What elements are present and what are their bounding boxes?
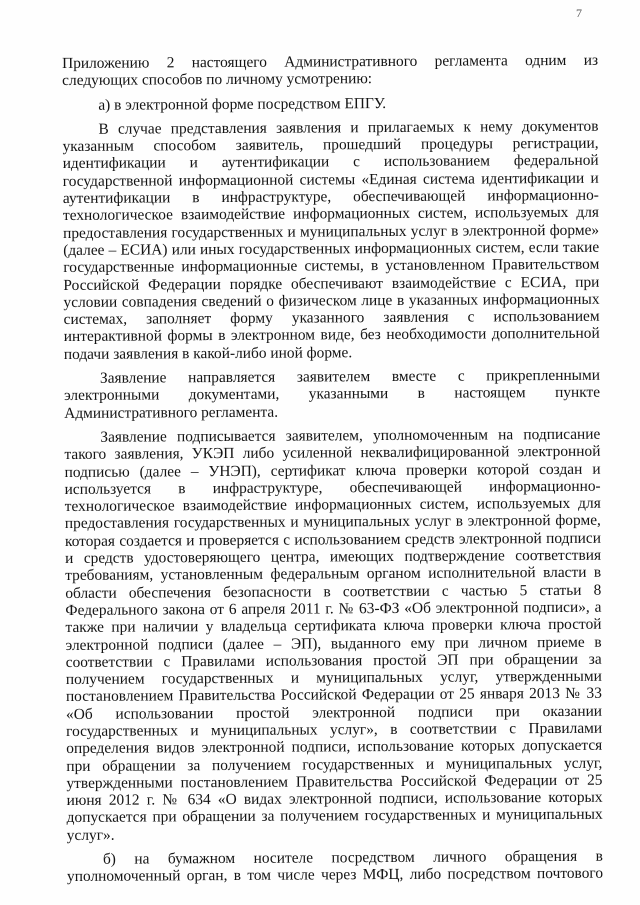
text-line: определения видов электронной подписи, использование которых допускается [66, 736, 603, 758]
text-line: уполномоченный орган, в том числе через МФЦ, либо посредством почтового [66, 865, 604, 886]
text-line: и средств удостоверяющего центра, имеющих подтверждение соответствия [65, 546, 602, 568]
text-line: следующих способов по личному усмотрению: [62, 70, 373, 90]
text-line: при обращении за получением государственных и муниципальных услуг, [66, 754, 603, 775]
text-line: государственные информационные системы, в установленном Правительством [63, 255, 600, 277]
paragraph [64, 426, 603, 844]
text-line: Российской Федерации порядке обеспечивают взаимодействие с ЕСИА, при [63, 273, 600, 294]
text-line: электронной подписи (далее – ЭП), выданного ему при личном приеме в [65, 633, 602, 654]
text-line: Заявление подписывается заявителем, уполномоченным на подписание [100, 425, 601, 446]
text-line: получением государственных и муниципальных услуг, утвержденными [65, 667, 602, 689]
text-line: утвержденными постановлением Правительства Российской Федерации от 25 [66, 771, 603, 792]
text-line: В случае представления заявления и прилагаемых к нему документов [98, 117, 599, 138]
text-line: электронными документами, указанными в настоящем пункте [64, 384, 601, 405]
paragraph [67, 848, 603, 886]
text-line: аутентификации в инфраструктуре, обеспечивающей информационно- [62, 186, 599, 208]
text-line: требованиям, установленным федеральным органом исполнительной власти в [65, 564, 602, 585]
text-line: допускается при обращении за получением государственных и муниципальных [66, 806, 603, 827]
paragraph [64, 367, 600, 422]
paragraph [62, 52, 598, 90]
text-line: предоставления государственных и муниципальных услуг в электронной форме, [64, 512, 601, 533]
text-line: интерактивной формы в электронном виде, без необходимости дополнительной [63, 325, 600, 346]
text-line: Административного регламента. [64, 403, 279, 422]
text-line: постановлением Правительства Российской Федерации от 25 января 2013 № 33 [65, 685, 602, 706]
paragraph [62, 118, 599, 363]
text-line: подписью (далее – УНЭП), сертификат ключа проверки которой создан и [64, 460, 601, 481]
text-line: такого заявления, УКЭП либо усиленной неквалифицированной электронной [64, 442, 601, 464]
text-line: Приложению 2 настоящего Административного регламента одним из [62, 51, 599, 72]
text-line: подачи заявления в какой-либо иной форме. [63, 343, 353, 363]
text-line: области обеспечения безопасности в соответствии с частью 5 статьи 8 [65, 581, 602, 602]
text-line: используется в инфраструктуре, обеспечивающей информационно- [64, 477, 601, 498]
text-line: б) на бумажном носителе посредством личного обращения в [102, 847, 603, 868]
text-line: технологическое взаимодействие информационных систем, используемых для [62, 204, 600, 225]
text-line: услуг». [66, 826, 115, 844]
text-line: соответствии с Правилами использования простой ЭП при обращении за [65, 650, 602, 671]
text-line: идентификации и аутентификации с использованием федеральной [62, 152, 599, 173]
text-line: а) в электронной форме посредством ЕПГУ. [98, 94, 387, 114]
text-line: указанным способом заявитель, прошедший процедуры регистрации, [62, 134, 599, 156]
text-line: Заявление направляется заявителем вместе с прикрепленными [99, 366, 601, 387]
text-line: системах, заполняет форму указанного заявления с использованием [63, 307, 600, 329]
text-line: Федерального закона от 6 апреля 2011 г. № 63-ФЗ «Об электронной подписи», а [65, 598, 602, 619]
text-line: технологическое взаимодействие информационных систем, используемых для [64, 494, 601, 516]
text-line: также при наличии у владельца сертификата ключа проверки ключа простой [65, 615, 602, 637]
text-line: июня 2012 г. № 634 «О видах электронной подписи, использование которых [66, 788, 603, 810]
text-line: государственной информационной системы «Единая система идентификации и [62, 169, 599, 190]
text-line: которая создается и проверяется с использованием средств электронной подписи [64, 529, 602, 550]
text-line: условии совпадения сведений о физическом лице в указанных информационных [63, 290, 600, 311]
text-line: «Об использовании простой электронной подписи при оказании [65, 702, 603, 723]
text-line: государственных и муниципальных услуг», в соответствии с Правилами [66, 719, 603, 740]
text-line: (далее – ЕСИА) или иных государственных информационных систем, если такие [63, 238, 600, 259]
document-body [62, 52, 603, 886]
page-number: 7 [576, 6, 582, 20]
text-line: предоставления государственных и муниципальных услуг в электронной форме» [63, 221, 600, 242]
